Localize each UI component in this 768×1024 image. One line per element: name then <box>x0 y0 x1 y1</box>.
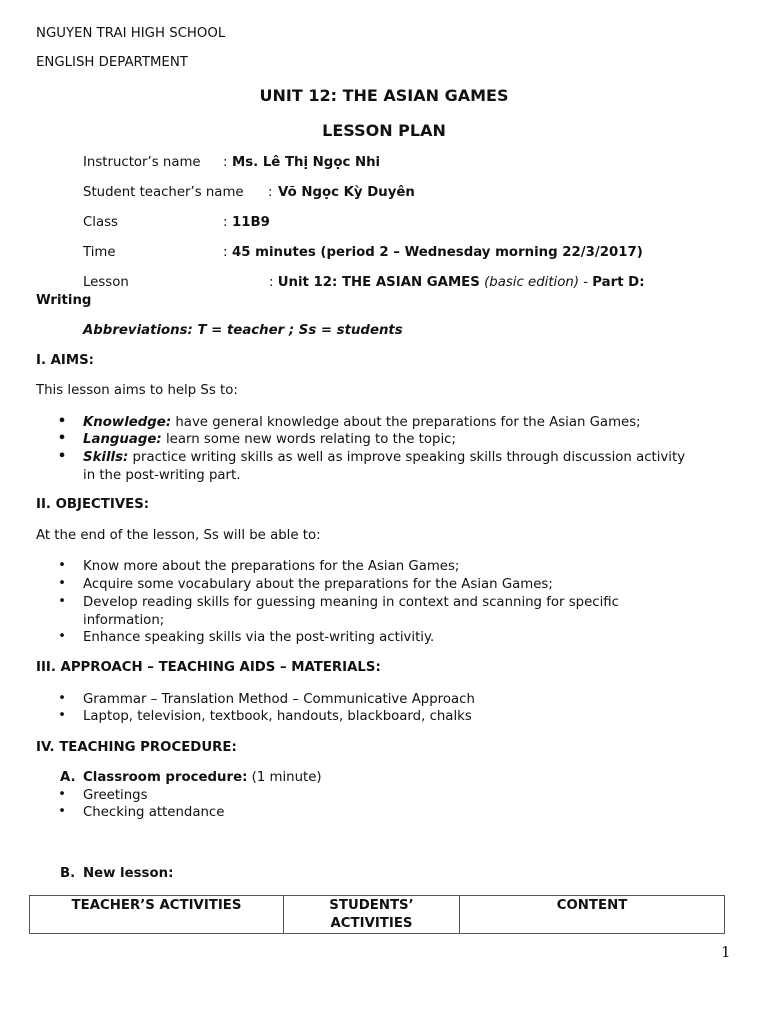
procedure-a-marker: A. <box>60 770 76 785</box>
objectives-item: Enhance speaking skills via the post-writing activitiy. <box>83 630 435 645</box>
aims-item-label: Language: <box>83 432 162 447</box>
instructor-value: Ms. Lê Thị Ngọc Nhi <box>232 155 381 170</box>
objectives-item: Develop reading skills for guessing meaning in context and scanning for specific <box>83 595 619 610</box>
abbreviations: Abbreviations: T = teacher ; Ss = students <box>83 323 403 338</box>
page-number: 1 <box>721 943 731 961</box>
procedure-a-item: Greetings <box>83 788 148 803</box>
procedure-b-label: New lesson: <box>83 866 174 881</box>
bullet-dot-icon: • <box>58 629 66 644</box>
aims-item-label: Skills: <box>83 450 129 465</box>
lesson-colon: : <box>269 275 274 290</box>
objectives-intro: At the end of the lesson, Ss will be able to: <box>36 528 321 543</box>
procedure-a-time: (1 minute) <box>247 770 322 785</box>
procedure-a-label: Classroom procedure: <box>83 770 248 785</box>
time-value: 45 minutes (period 2 – Wednesday morning 22/3/2017) <box>232 245 643 260</box>
lesson-value-edition: (basic edition) <box>484 275 580 290</box>
objectives-heading: II. OBJECTIVES: <box>36 497 150 512</box>
objectives-item-continued: information; <box>83 613 165 628</box>
document-subtitle: LESSON PLAN <box>322 121 446 140</box>
class-label: Class <box>83 215 118 230</box>
bullet-dot-icon: • <box>57 431 67 446</box>
procedure-a-item: Checking attendance <box>83 805 225 820</box>
activities-table <box>29 895 725 934</box>
header-students-line1: STUDENTS’ <box>329 898 414 913</box>
document-title: UNIT 12: THE ASIAN GAMES <box>259 86 509 105</box>
aims-item-skills <box>83 449 685 467</box>
lesson-value-part: Part D: <box>592 275 645 290</box>
bullet-dot-icon: • <box>58 576 66 591</box>
header-teacher-activities: TEACHER’S ACTIVITIES <box>30 896 284 934</box>
procedure-a-title <box>83 770 322 786</box>
aims-item-text: practice writing skills as well as improve speaking skills through discussion activity <box>128 450 686 465</box>
objectives-item: Know more about the preparations for the Asian Games; <box>83 559 460 574</box>
student-teacher-label: Student teacher’s name <box>83 185 244 200</box>
class-value: 11B9 <box>232 215 270 230</box>
bullet-dot-icon: • <box>57 414 67 429</box>
lesson-label: Lesson <box>83 275 129 290</box>
bullet-dot-icon: • <box>58 804 66 819</box>
procedure-heading: IV. TEACHING PROCEDURE: <box>36 740 237 755</box>
table-header-row <box>30 896 725 934</box>
bullet-dot-icon: • <box>57 449 67 464</box>
aims-item-text: learn some new words relating to the topic; <box>161 432 456 447</box>
header-content: CONTENT <box>460 896 725 934</box>
approach-heading: III. APPROACH – TEACHING AIDS – MATERIALS: <box>36 660 381 675</box>
time-label: Time <box>83 245 116 260</box>
lesson-value-dash: - <box>579 275 593 290</box>
header-students-activities <box>284 896 460 934</box>
department-name: ENGLISH DEPARTMENT <box>36 55 188 70</box>
aims-item-skills-continued: in the post-writing part. <box>83 468 241 483</box>
lesson-value-continued: Writing <box>36 293 92 308</box>
aims-item-language <box>83 431 456 449</box>
approach-item: Laptop, television, textbook, handouts, blackboard, chalks <box>83 709 472 724</box>
approach-item: Grammar – Translation Method – Communicative Approach <box>83 692 475 707</box>
instructor-colon: : <box>223 155 228 170</box>
time-colon: : <box>223 245 228 260</box>
bullet-dot-icon: • <box>58 787 66 802</box>
aims-item-knowledge <box>83 414 641 432</box>
student-teacher-colon: : <box>268 185 273 200</box>
student-teacher-value: Võ Ngọc Kỳ Duyên <box>278 185 415 200</box>
header-students-line2: ACTIVITIES <box>330 916 413 931</box>
instructor-label: Instructor’s name <box>83 155 201 170</box>
school-name: NGUYEN TRAI HIGH SCHOOL <box>36 26 226 41</box>
lesson-value <box>269 275 645 291</box>
bullet-dot-icon: • <box>58 594 66 609</box>
bullet-dot-icon: • <box>58 708 66 723</box>
aims-item-text: have general knowledge about the preparations for the Asian Games; <box>171 415 641 430</box>
class-colon: : <box>223 215 228 230</box>
bullet-dot-icon: • <box>58 558 66 573</box>
procedure-b-marker: B. <box>60 866 76 881</box>
bullet-dot-icon: • <box>58 691 66 706</box>
lesson-value-main: Unit 12: THE ASIAN GAMES <box>277 275 480 290</box>
aims-item-label: Knowledge: <box>83 415 172 430</box>
aims-intro: This lesson aims to help Ss to: <box>36 383 238 398</box>
objectives-item: Acquire some vocabulary about the preparations for the Asian Games; <box>83 577 553 592</box>
aims-heading: I. AIMS: <box>36 353 94 368</box>
